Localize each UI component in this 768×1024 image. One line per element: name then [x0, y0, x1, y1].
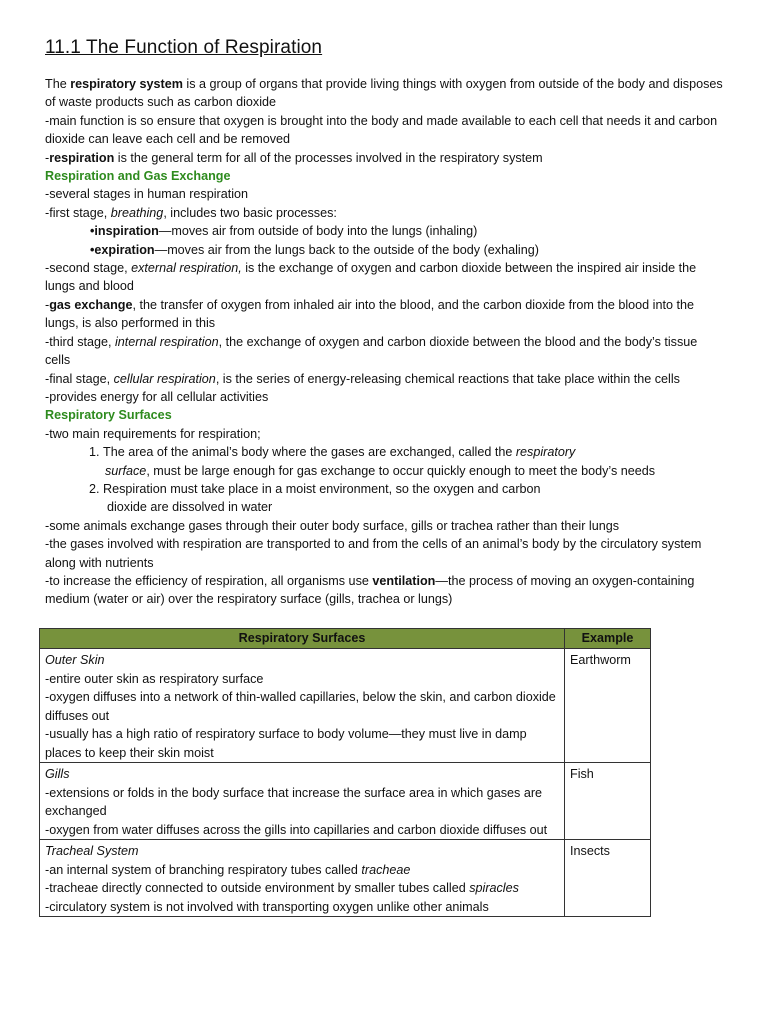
text-span: Respiration must take place in a moist environment, so the oxygen and carbon	[103, 481, 541, 496]
text-span: The area of the animal’s body where the gases are exchanged, called the	[103, 445, 516, 460]
italic-term: spiracles	[469, 881, 519, 895]
section1-line-5	[45, 333, 725, 370]
section1-line-4	[45, 296, 725, 333]
intro-paragraph-1	[45, 75, 725, 112]
section-heading-gas-exchange: Respiration and Gas Exchange	[45, 169, 231, 184]
text-span: , the exchange of oxygen and carbon dioxide between the blood and the body’s tissue cells	[45, 334, 698, 368]
text-span: is a group of organs that provide living things with oxygen from outside of the body and disposes of waste products such as carbon dioxide	[45, 77, 723, 110]
bold-term: respiratory system	[70, 77, 183, 91]
table-header-example: Example	[565, 629, 651, 649]
text-span: is the general term for all of the processes involved in the respiratory system	[114, 150, 543, 165]
text-span: —moves air from outside of body into the lungs (inhaling)	[158, 224, 478, 239]
section1-line-3	[45, 259, 725, 296]
text-span: is the exchange of oxygen and carbon dioxide between the inspired air inside the lungs and blood	[45, 261, 697, 294]
italic-term: surface	[105, 463, 147, 478]
section1-line-2	[45, 204, 725, 222]
item-number: 1.	[89, 445, 100, 460]
table-cell-example: Fish	[565, 763, 651, 840]
table-cell-description	[40, 763, 565, 840]
item-number: 2.	[89, 481, 100, 496]
bullet-inspiration	[45, 222, 725, 240]
table-cell-description	[40, 840, 565, 917]
row-title: Tracheal System	[45, 844, 139, 858]
table-cell-example: Insects	[565, 840, 651, 917]
text-span: -third stage,	[45, 334, 115, 349]
table-row	[40, 649, 651, 763]
row-line: -oxygen from water diffuses across the gills into capillaries and carbon dioxide diffuses out	[45, 822, 548, 837]
row-line: -extensions or folds in the body surface that increase the surface area in which gases are exchanged	[45, 785, 543, 818]
item-continuation	[103, 462, 725, 480]
italic-term: external respiration,	[131, 261, 242, 276]
numbered-item-1	[45, 443, 725, 480]
text-span: -first stage,	[45, 205, 111, 220]
text-span: , includes two basic processes:	[163, 205, 337, 220]
text-span: -second stage,	[45, 261, 132, 276]
text-span: -tracheae directly connected to outside environment by smaller tubes called	[45, 881, 470, 895]
table-cell-description	[40, 649, 565, 763]
text-span: , the transfer of oxygen from inhaled air into the blood, and the carbon dioxide from the blood into the lungs, is also performed in this	[45, 297, 694, 331]
bold-term: respiration	[49, 150, 115, 165]
section1-line-1: -several stages in human respiration	[45, 187, 249, 202]
page-title: 11.1 The Function of Respiration	[45, 37, 323, 58]
numbered-item-2	[45, 480, 725, 517]
respiratory-surfaces-table	[39, 628, 651, 917]
row-line: -usually has a high ratio of respiratory surface to body volume—they must live in damp places to keep their skin moist	[45, 727, 527, 760]
section1-line-6	[45, 370, 725, 388]
bold-term: gas exchange	[49, 297, 133, 312]
text-span: —moves air from the lungs back to the outside of the body (exhaling)	[154, 242, 539, 257]
row-line: -entire outer skin as respiratory surface	[45, 671, 264, 686]
document-page	[45, 36, 725, 609]
text-span: -an internal system of branching respiratory tubes called	[45, 862, 362, 877]
row-title: Outer Skin	[45, 653, 105, 667]
intro-paragraph-2: -main function is so ensure that oxygen is brought into the body and made available to each cell that needs it and carbon dioxide can leave each cell and be removed	[45, 113, 718, 147]
document-body	[45, 75, 725, 609]
section-heading-respiratory-surfaces: Respiratory Surfaces	[45, 408, 172, 423]
row-line	[45, 881, 519, 895]
item-continuation: dioxide are dissolved in water	[107, 500, 273, 515]
text-span: -final stage,	[45, 371, 114, 386]
bold-term: ventilation	[372, 573, 436, 588]
bold-term: •inspiration	[90, 224, 159, 239]
table-row	[40, 763, 651, 840]
section2-line-3: -the gases involved with respiration are transported to and from the cells of an animal’s body by the circulatory system along with nutrients	[45, 537, 702, 570]
table-cell-example: Earthworm	[565, 649, 651, 763]
section2-line-4	[45, 572, 725, 609]
text-span: -to increase the efficiency of respiration, all organisms use	[45, 573, 373, 588]
section2-line-2: -some animals exchange gases through their outer body surface, gills or trachea rather than their lungs	[45, 518, 620, 533]
row-line: -circulatory system is not involved with transporting oxygen unlike other animals	[45, 899, 489, 914]
text-span: -	[45, 297, 50, 312]
row-line: -oxygen diffuses into a network of thin-walled capillaries, below the skin, and carbon dioxide diffuses out	[45, 690, 556, 723]
italic-term: respiratory	[515, 445, 576, 460]
table-header-row	[40, 629, 651, 649]
italic-term: breathing	[110, 205, 164, 220]
table-header-surfaces: Respiratory Surfaces	[40, 629, 565, 649]
row-title: Gills	[45, 767, 70, 781]
bold-term: •expiration	[90, 242, 155, 257]
text-span: , is the series of energy-releasing chemical reactions that take place within the cells	[215, 371, 680, 386]
intro-paragraph-3	[45, 149, 725, 167]
section1-line-7: -provides energy for all cellular activities	[45, 389, 269, 404]
italic-term: internal respiration	[115, 334, 219, 349]
row-line	[45, 863, 410, 877]
text-span: —the process of moving an oxygen-containing medium (water or air) over the respiratory surface (gills, trachea or lungs)	[45, 573, 695, 607]
bullet-expiration	[45, 241, 725, 259]
italic-term: cellular respiration	[113, 371, 216, 386]
section2-line-1: -two main requirements for respiration;	[45, 426, 261, 441]
text-span: , must be large enough for gas exchange to occur quickly enough to meet the body’s needs	[146, 463, 656, 478]
text-span: The	[45, 77, 71, 91]
italic-term: tracheae	[361, 862, 411, 877]
text-span: -	[45, 150, 50, 165]
table-row	[40, 840, 651, 917]
